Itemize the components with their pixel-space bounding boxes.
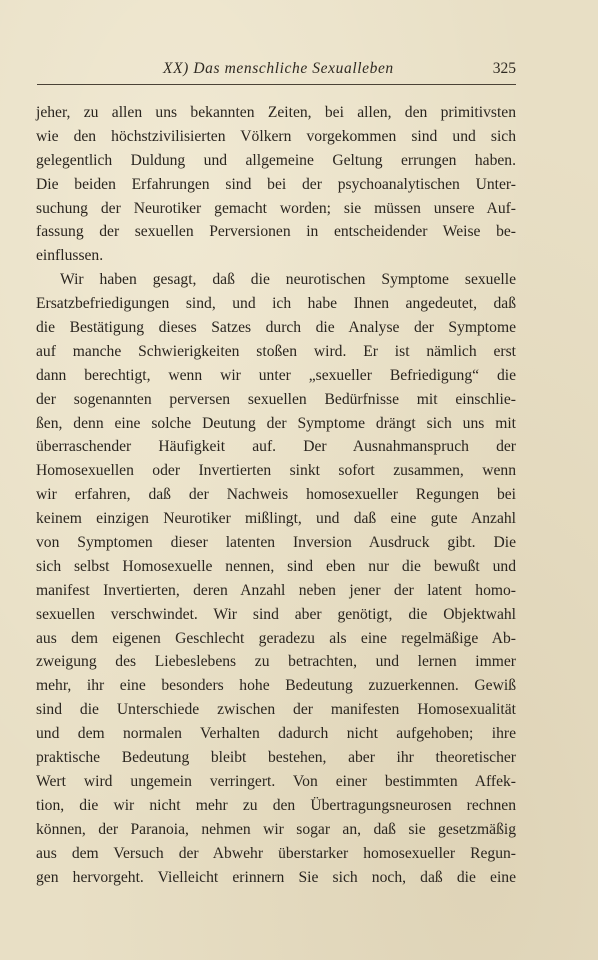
text-line: der sogenannten perversen sexuellen Bedürfnisse mit einschlie- [36,390,516,408]
text-line: suchung der Neurotiker gemacht worden; sie müssen unsere Auf- [36,199,516,217]
text-line: und dem normalen Verhalten dadurch nicht aufgehoben; ihre [36,725,516,743]
text-line: keinem einzigen Neurotiker mißlingt, und daß eine gute Anzahl [36,510,516,528]
paragraph-1 [36,101,516,268]
text-line: Wir haben gesagt, daß die neurotischen Symptome sexuelle [60,271,516,289]
text-line: Ersatzbefriedigungen sind, und ich habe Ihnen angedeutet, daß [36,295,516,313]
text-line: praktische Bedeutung bleibt bestehen, aber ihr theoretischer [36,749,516,767]
text-line: manifest Invertierten, deren Anzahl neben jener der latent homo- [36,581,516,599]
page-number: 325 [492,60,516,77]
text-line: können, der Paranoia, nehmen wir sogar an, daß sie gesetzmäßig [36,820,516,838]
text-line: mehr, ihr eine besonders hohe Bedeutung zuzuerkennen. Gewiß [36,677,516,695]
running-head [37,58,516,85]
text-line: einflussen. [36,247,104,265]
text-line: gen hervorgeht. Vielleicht erinnern Sie sich noch, daß die eine [36,868,516,886]
text-line: überraschender Häufigkeit auf. Der Ausnahmanspruch der [36,438,516,456]
body-text [36,101,516,889]
text-line: dann berechtigt, wenn wir unter „sexueller Befriedigung“ die [36,366,516,384]
text-line: aus dem eigenen Geschlecht geradezu als eine regelmäßige Ab- [36,629,516,647]
chapter-title: XX) Das menschliche Sexualleben [163,60,394,77]
text-line: zweigung des Liebeslebens zu betrachten, und lernen immer [36,653,516,671]
paragraph-2 [36,268,516,889]
text-line: Homosexuellen oder Invertierten sinkt sofort zusammen, wenn [36,462,516,480]
text-line: von Symptomen dieser latenten Inversion Ausdruck gibt. Die [36,534,516,552]
text-line: sexuellen verschwindet. Wir sind aber genötigt, die Objektwahl [36,605,516,623]
text-line: sind die Unterschiede zwischen der manifesten Homosexualität [36,701,516,719]
text-line: fassung der sexuellen Perversionen in entscheidender Weise be- [36,223,516,241]
text-line: jeher, zu allen uns bekannten Zeiten, bei allen, den primitivsten [36,104,516,121]
text-line: gelegentlich Duldung und allgemeine Geltung errungen haben. [36,151,516,169]
text-line: sich selbst Homosexuelle nennen, sind eben nur die bewußt und [36,557,516,575]
text-line: wir erfahren, daß der Nachweis homosexueller Regungen bei [36,486,516,504]
text-line: wie den höchstzivilisierten Völkern vorgekommen sind und sich [36,127,516,145]
text-line: Wert wird ungemein verringert. Von einer bestimmten Affek- [36,772,516,790]
text-line: die Bestätigung dieses Satzes durch die Analyse der Symptome [36,319,516,337]
text-line: auf manche Schwierigkeiten stoßen wird. Er ist nämlich erst [36,342,516,360]
text-line: ßen, denn eine solche Deutung der Symptome drängt sich uns mit [36,414,516,432]
text-line: tion, die wir nicht mehr zu den Übertragungsneurosen rechnen [36,796,516,814]
text-line: Die beiden Erfahrungen sind bei der psychoanalytischen Unter- [36,175,516,193]
text-line: aus dem Versuch der Abwehr überstarker homosexueller Regun- [36,844,516,862]
